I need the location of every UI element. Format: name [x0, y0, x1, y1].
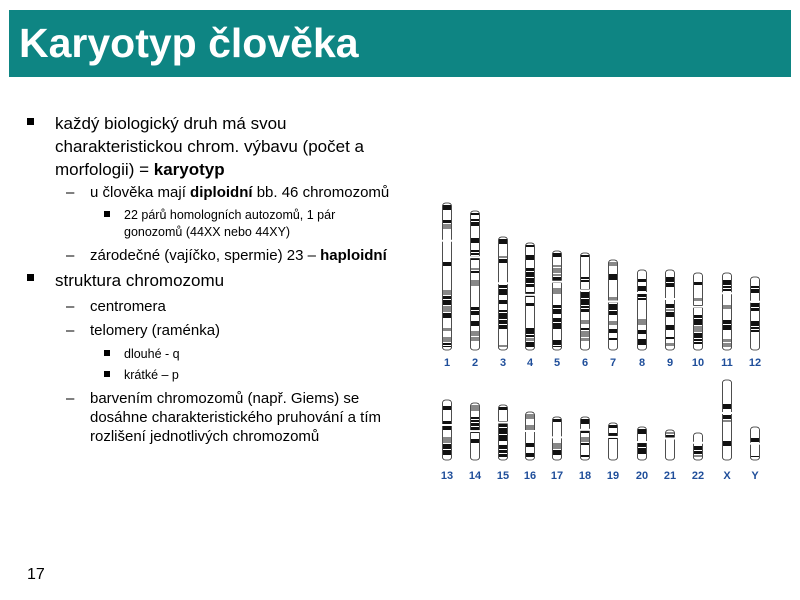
chromosome-label: 2: [471, 357, 479, 369]
chromosome-label: 20: [635, 470, 649, 482]
chromosome: [525, 243, 535, 350]
chromosome: [608, 260, 618, 350]
chromosome: [580, 417, 590, 460]
chromosome-label: 19: [606, 470, 620, 482]
chromosome: [552, 251, 562, 350]
bullet-text: zárodečné (vajíčko, spermie) 23 – haploidní: [90, 247, 387, 264]
chromosome-label: 6: [581, 357, 589, 369]
bullet-text: 22 párů homologních autozomů, 1 pár: [124, 208, 336, 222]
bullet-text: dlouhé - q: [124, 347, 180, 361]
chromosome-label: 1: [443, 357, 451, 369]
chromosome: [637, 427, 647, 460]
dash-marker: –: [66, 322, 75, 339]
chromosome-label: 13: [440, 470, 454, 482]
bullet-text: dosáhne charakteristického pruhování a tím: [90, 409, 381, 426]
bullet-square: [104, 371, 110, 377]
chromosome-label: 11: [721, 357, 733, 369]
chromosome: [442, 400, 452, 460]
bullet-text: každý biologický druh má svou: [55, 114, 287, 133]
chromosome: [498, 405, 508, 460]
bullet-text: telomery (raménka): [90, 322, 221, 339]
chromosome-label: 9: [666, 357, 674, 369]
chromosome-label: 12: [748, 357, 762, 369]
chromosome-label: 5: [553, 357, 561, 369]
bullet-text: gonozomů (44XX nebo 44XY): [124, 225, 291, 239]
chromosome: [693, 433, 703, 460]
dash-marker: –: [66, 390, 75, 407]
chromosome-label: 22: [691, 470, 705, 482]
bullet-square: [27, 118, 34, 125]
chromosome: [498, 237, 508, 350]
chromosome: [722, 273, 732, 350]
bullet-text: centromera: [90, 298, 166, 315]
chromosome: [722, 380, 732, 460]
karyotype-ideogram: [430, 195, 780, 495]
bullet-square: [104, 211, 110, 217]
chromosome-label: 17: [550, 470, 564, 482]
chromosome: [470, 211, 480, 350]
chromosome-label: 16: [523, 470, 537, 482]
chromosome-label: 15: [496, 470, 510, 482]
chromosome: [665, 270, 675, 350]
chromosome-label: 10: [691, 357, 705, 369]
chromosome-label: 21: [663, 470, 677, 482]
chromosome: [442, 203, 452, 350]
chromosome: [750, 277, 760, 350]
dash-marker: –: [66, 298, 75, 315]
chromosome: [525, 412, 535, 460]
chromosome: [608, 423, 618, 460]
chromosome: [552, 417, 562, 460]
bullet-square: [27, 274, 34, 281]
chromosome: [470, 403, 480, 460]
chromosome-label: 8: [638, 357, 646, 369]
chromosome-label: 4: [526, 357, 534, 369]
chromosome-label: 14: [468, 470, 482, 482]
chromosome: [637, 270, 647, 350]
page-number: 17: [27, 566, 45, 583]
chromosome-label: 18: [578, 470, 592, 482]
bullet-text: charakteristickou chrom. výbavu (počet a: [55, 137, 364, 156]
chromosome: [665, 430, 675, 460]
bullet-text: struktura chromozomu: [55, 271, 225, 290]
chromosome: [580, 253, 590, 350]
bullet-text: krátké – p: [124, 368, 179, 382]
bullet-text: morfologii) = karyotyp: [55, 160, 225, 179]
bullet-text: barvením chromozomů (např. Giems) se: [90, 390, 360, 407]
chromosome-label: 3: [499, 357, 507, 369]
chromosome-label: 7: [609, 357, 617, 369]
chromosome: [693, 273, 703, 350]
chromosome-label: X: [723, 470, 731, 482]
chromosome: [750, 427, 760, 460]
chromosome-label: Y: [751, 470, 759, 482]
dash-marker: –: [66, 184, 75, 201]
dash-marker: –: [66, 247, 75, 264]
slide-title: Karyotyp člověka: [19, 20, 359, 66]
bullet-square: [104, 350, 110, 356]
bullet-text: u člověka mají diploidní bb. 46 chromozomů: [90, 184, 390, 201]
bullet-text: rozlišení jednotlivých chromozomů: [90, 428, 320, 445]
